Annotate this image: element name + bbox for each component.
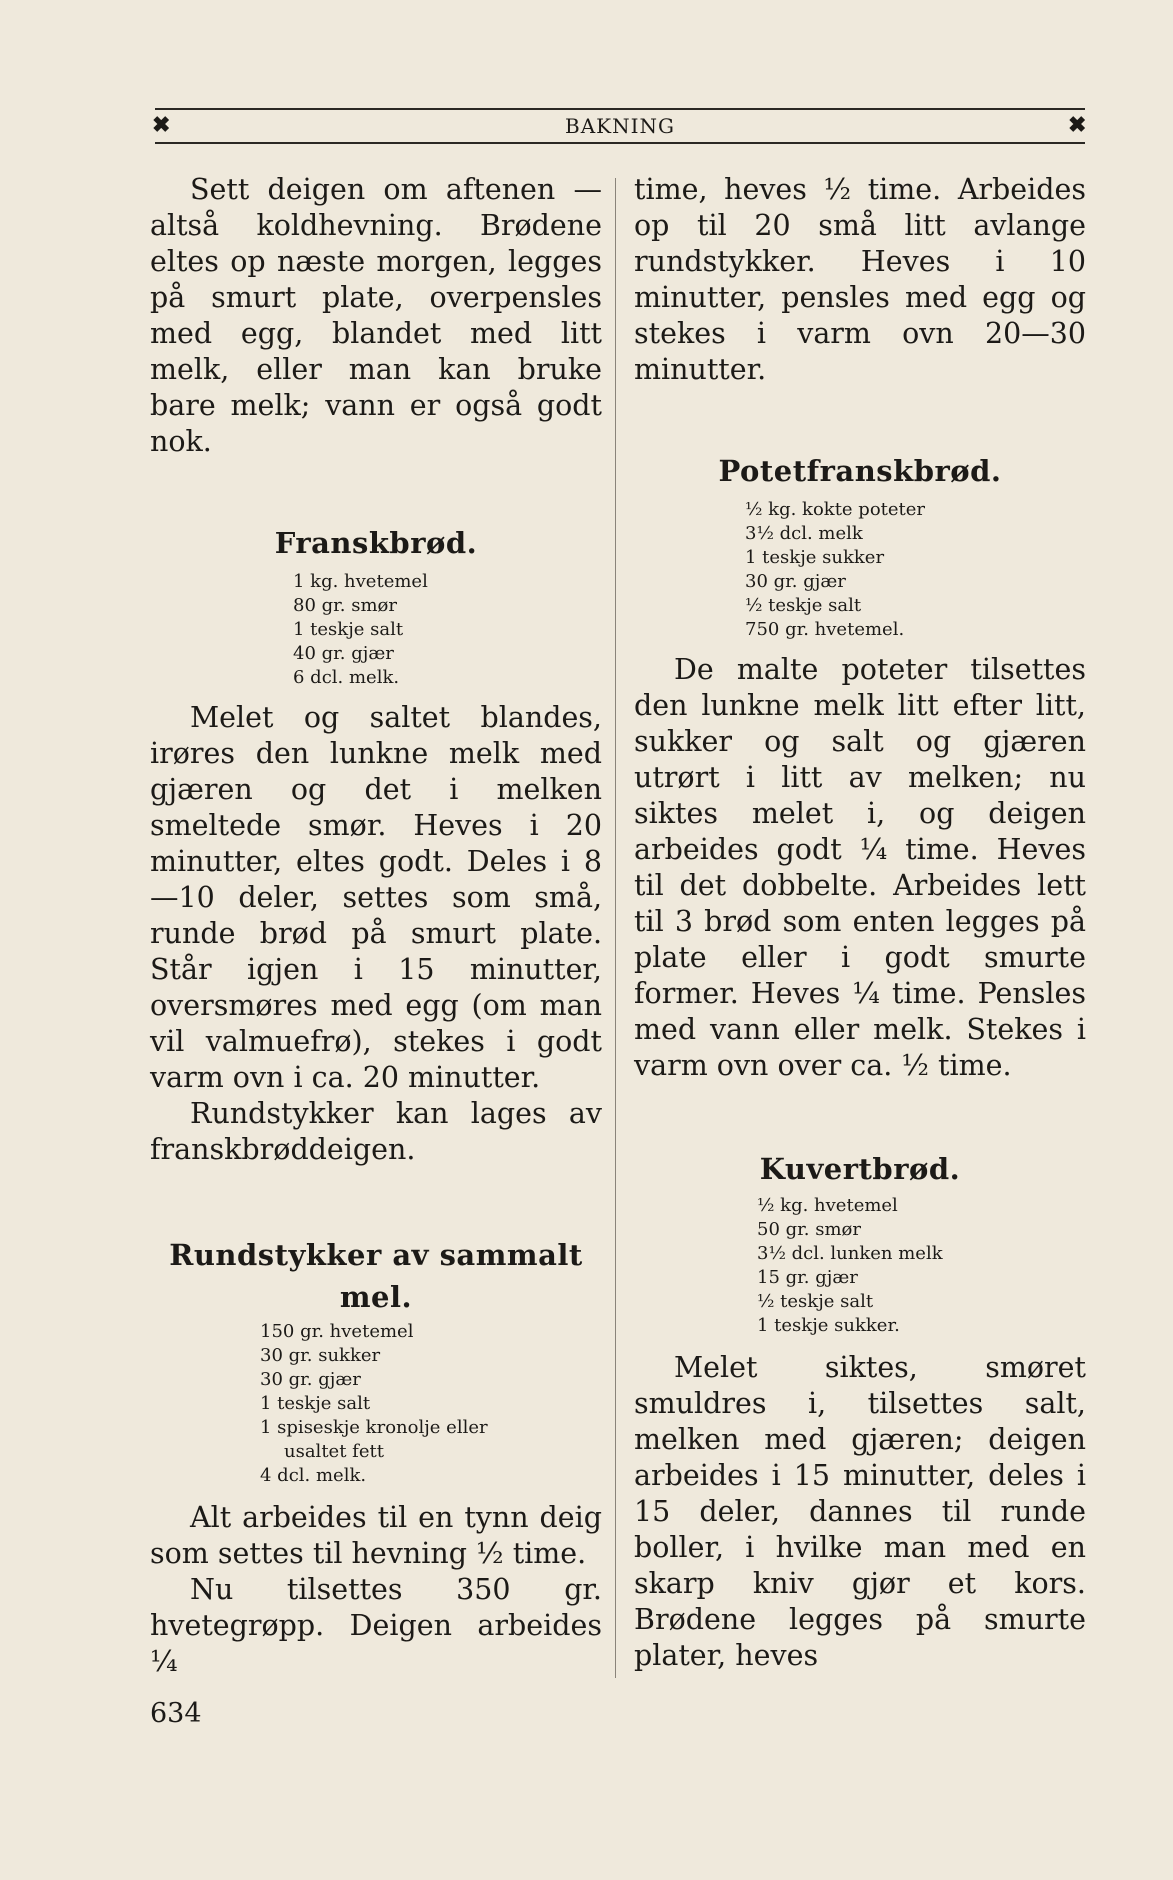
column-divider: [615, 178, 616, 1678]
method-paragraph-rundstykker-2: Nu tilsettes 350 gr. hvetegrøpp. Deigen arbeides ¼: [150, 1573, 602, 1678]
ingredient-item: 150 gr. hvetemel: [260, 1321, 414, 1342]
ingredient-list-potetfranskbrod: [745, 498, 1086, 642]
ingredient-item: usaltet fett: [284, 1441, 384, 1462]
method-paragraph-kuvertbrod: Melet siktes, smøret smuldres i, tilsettes salt, melken med gjæren; deigen arbeides i 15 minutter, deles i 15 deler, dannes til runde boller, i hvilke man med en skarp kniv gjør et kors. Brødene legges på smurte plater, heves: [634, 1351, 1086, 1672]
ingredient-item: 1 teskje salt: [260, 1393, 371, 1414]
ingredient-item: 3½ dcl. melk: [745, 523, 863, 544]
ingredient-item: 30 gr. gjær: [260, 1369, 361, 1390]
ingredient-item: 750 gr. hvetemel.: [745, 619, 905, 640]
ingredient-item: 50 gr. smør: [757, 1219, 861, 1240]
header-left-ornament: ✖: [152, 112, 171, 138]
ingredient-list-rundstykker: [260, 1320, 602, 1488]
left-column: [150, 172, 602, 1680]
ingredient-item: 1 teskje salt: [293, 619, 404, 640]
ingredient-item: ½ teskje salt: [757, 1291, 874, 1312]
header-right-ornament: ✖: [1068, 112, 1087, 138]
ingredient-item: 80 gr. smør: [293, 595, 397, 616]
ingredient-item: 1 kg. hvetemel: [293, 571, 428, 592]
method-paragraph-franskbrod: Melet og saltet blandes, irøres den lunkne melk med gjæren og det i melken smeltede smør. Heves i 20 minutter, eltes godt. Deles i 8—10 deler, settes som små, runde brød på smurt plate. Står igjen i 15 minutter, oversmøres med egg (om man vil valmuefrø), stekes i godt varm ovn i ca. 20 minutter.: [150, 701, 602, 1094]
method-paragraph-rundstykker-1: Alt arbeides til en tynn deig som settes til hevning ½ time.: [150, 1501, 602, 1570]
ingredient-item: 3½ dcl. lunken melk: [757, 1243, 943, 1264]
ingredient-item: 6 dcl. melk.: [293, 667, 400, 688]
ingredient-item: ½ kg. kokte poteter: [745, 499, 926, 520]
right-column: [634, 172, 1086, 1674]
header-rule-bottom: [155, 142, 1085, 144]
page-number: 634: [150, 1698, 202, 1729]
ingredient-item: 40 gr. gjær: [293, 643, 394, 664]
ingredient-item: 1 teskje sukker.: [757, 1315, 900, 1336]
recipe-title-kuvertbrod: Kuvertbrød.: [759, 1152, 961, 1186]
recipe-title-franskbrod: Franskbrød.: [274, 526, 478, 560]
ingredient-item: 1 spiseskje kronolje eller: [260, 1417, 488, 1438]
method-paragraph-potetfranskbrod: De malte poteter tilsettes den lunkne melk litt efter litt, sukker og salt og gjæren utrørt i litt av melken; nu siktes melet i, og deigen arbeides godt ¼ time. Heves til det dobbelte. Arbeides lett til 3 brød som enten legges på plate eller i godt smurte former. Heves ¼ time. Pensles med vann eller melk. Stekes i varm ovn over ca. ½ time.: [634, 653, 1086, 1082]
ingredient-item: ½ teskje salt: [745, 595, 862, 616]
ingredient-list-franskbrod: [293, 570, 602, 690]
header-rule-top: [155, 108, 1085, 110]
ingredient-list-kuvertbrod: [757, 1194, 1086, 1338]
ingredient-item: 1 teskje sukker: [745, 547, 885, 568]
ingredient-item: 30 gr. sukker: [260, 1345, 381, 1366]
ingredient-item: 15 gr. gjær: [757, 1267, 858, 1288]
ingredient-item: 30 gr. gjær: [745, 571, 846, 592]
continued-paragraph: time, heves ½ time. Arbeides op til 20 små litt avlange rundstykker. Heves i 10 minutter, pensles med egg og stekes i varm ovn 20—30 minutter.: [634, 173, 1086, 386]
recipe-title-rundstykker-line1: Rundstykker av sammalt: [169, 1238, 583, 1272]
ingredient-item: ½ kg. hvetemel: [757, 1195, 898, 1216]
note-paragraph-franskbrod: Rundstykker kan lages av franskbrøddeigen.: [150, 1097, 602, 1166]
running-head: BAKNING: [565, 114, 675, 138]
recipe-title-rundstykker-line2: mel.: [339, 1280, 413, 1314]
intro-paragraph: Sett deigen om aftenen — altså koldhevning. Brødene eltes op næste morgen, legges på smurt plate, overpensles med egg, blandet med litt melk, eller man kan bruke bare melk; vann er også godt nok.: [150, 173, 602, 458]
ingredient-item: 4 dcl. melk.: [260, 1465, 367, 1486]
recipe-title-potetfranskbrod: Potetfranskbrød.: [718, 454, 1002, 488]
